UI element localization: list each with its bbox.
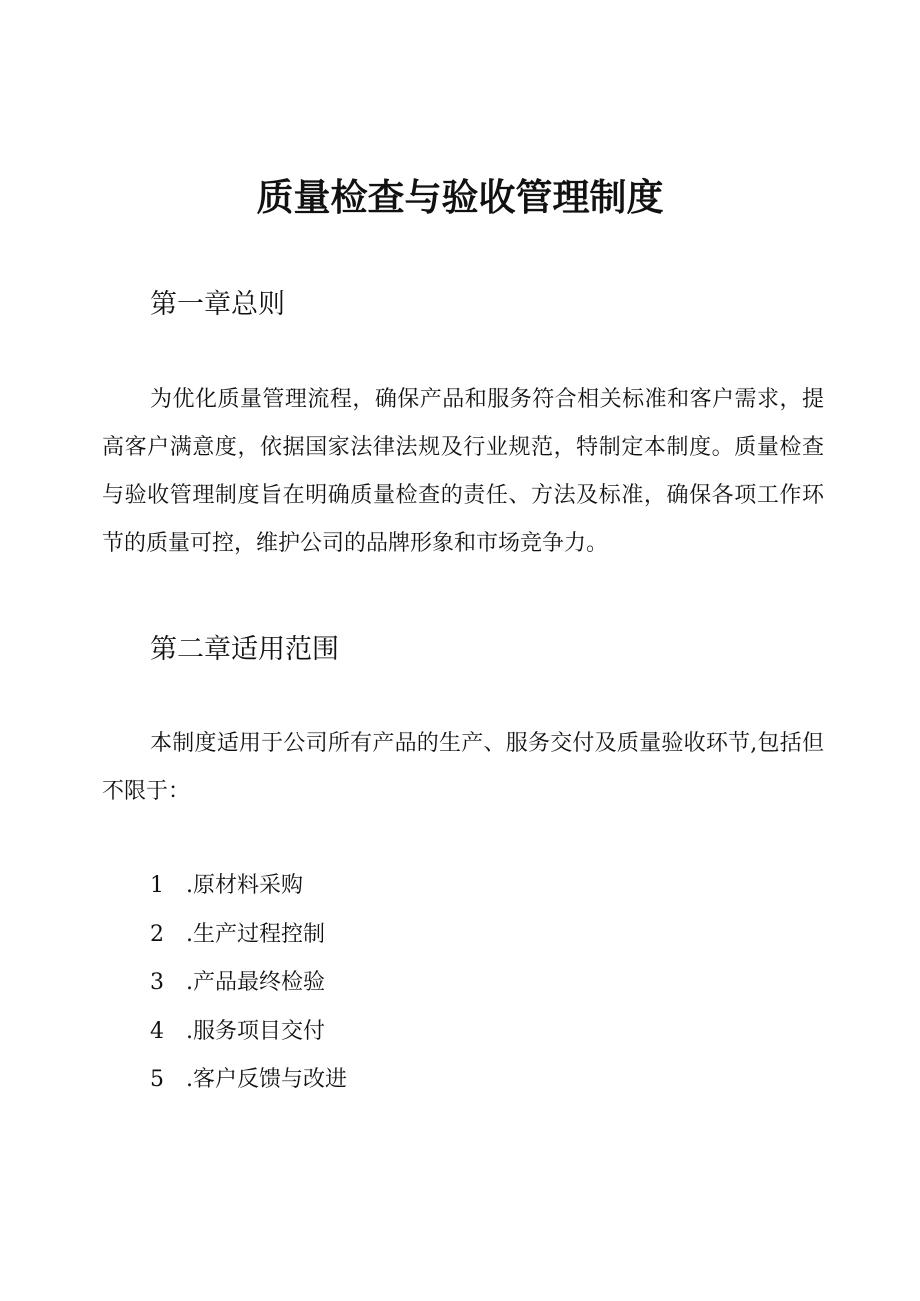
list-item-text: .生产过程控制 [186,921,325,947]
chapter-2-heading: 第二章适用范围 [150,634,339,665]
list-item-text: .产品最终检验 [186,970,325,995]
list-item-number: 3 [150,970,164,995]
chapter-1-heading: 第一章总则 [150,289,285,320]
list-item-number: 1 [150,873,164,898]
list-item [150,959,347,1008]
list-item [150,862,347,911]
list-item [150,1008,347,1057]
list-item [150,1056,347,1105]
scope-list [150,862,347,1105]
list-item-number: 2 [150,921,164,947]
list-item-text: .客户反馈与改进 [186,1067,347,1092]
chapter-1-paragraph: 为优化质量管理流程，确保产品和服务符合相关标准和客户需求，提高客户满意度，依据国家法律法规及行业规范，特制定本制度。质量检查与验收管理制度旨在明确质量检查的责任、方法及标准，确保各项工作环节的质量可控，维护公司的品牌形象和市场竞争力。 [102,387,824,556]
list-item [150,911,347,960]
list-item-number: 4 [150,1018,164,1044]
list-item-number: 5 [150,1067,164,1092]
chapter-2-paragraph: 本制度适用于公司所有产品的生产、服务交付及质量验收环节,包括但不限于： [102,731,824,804]
list-item-text: .原材料采购 [186,873,303,898]
list-item-text: .服务项目交付 [186,1018,325,1044]
document-title: 质量检查与验收管理制度 [256,176,664,219]
